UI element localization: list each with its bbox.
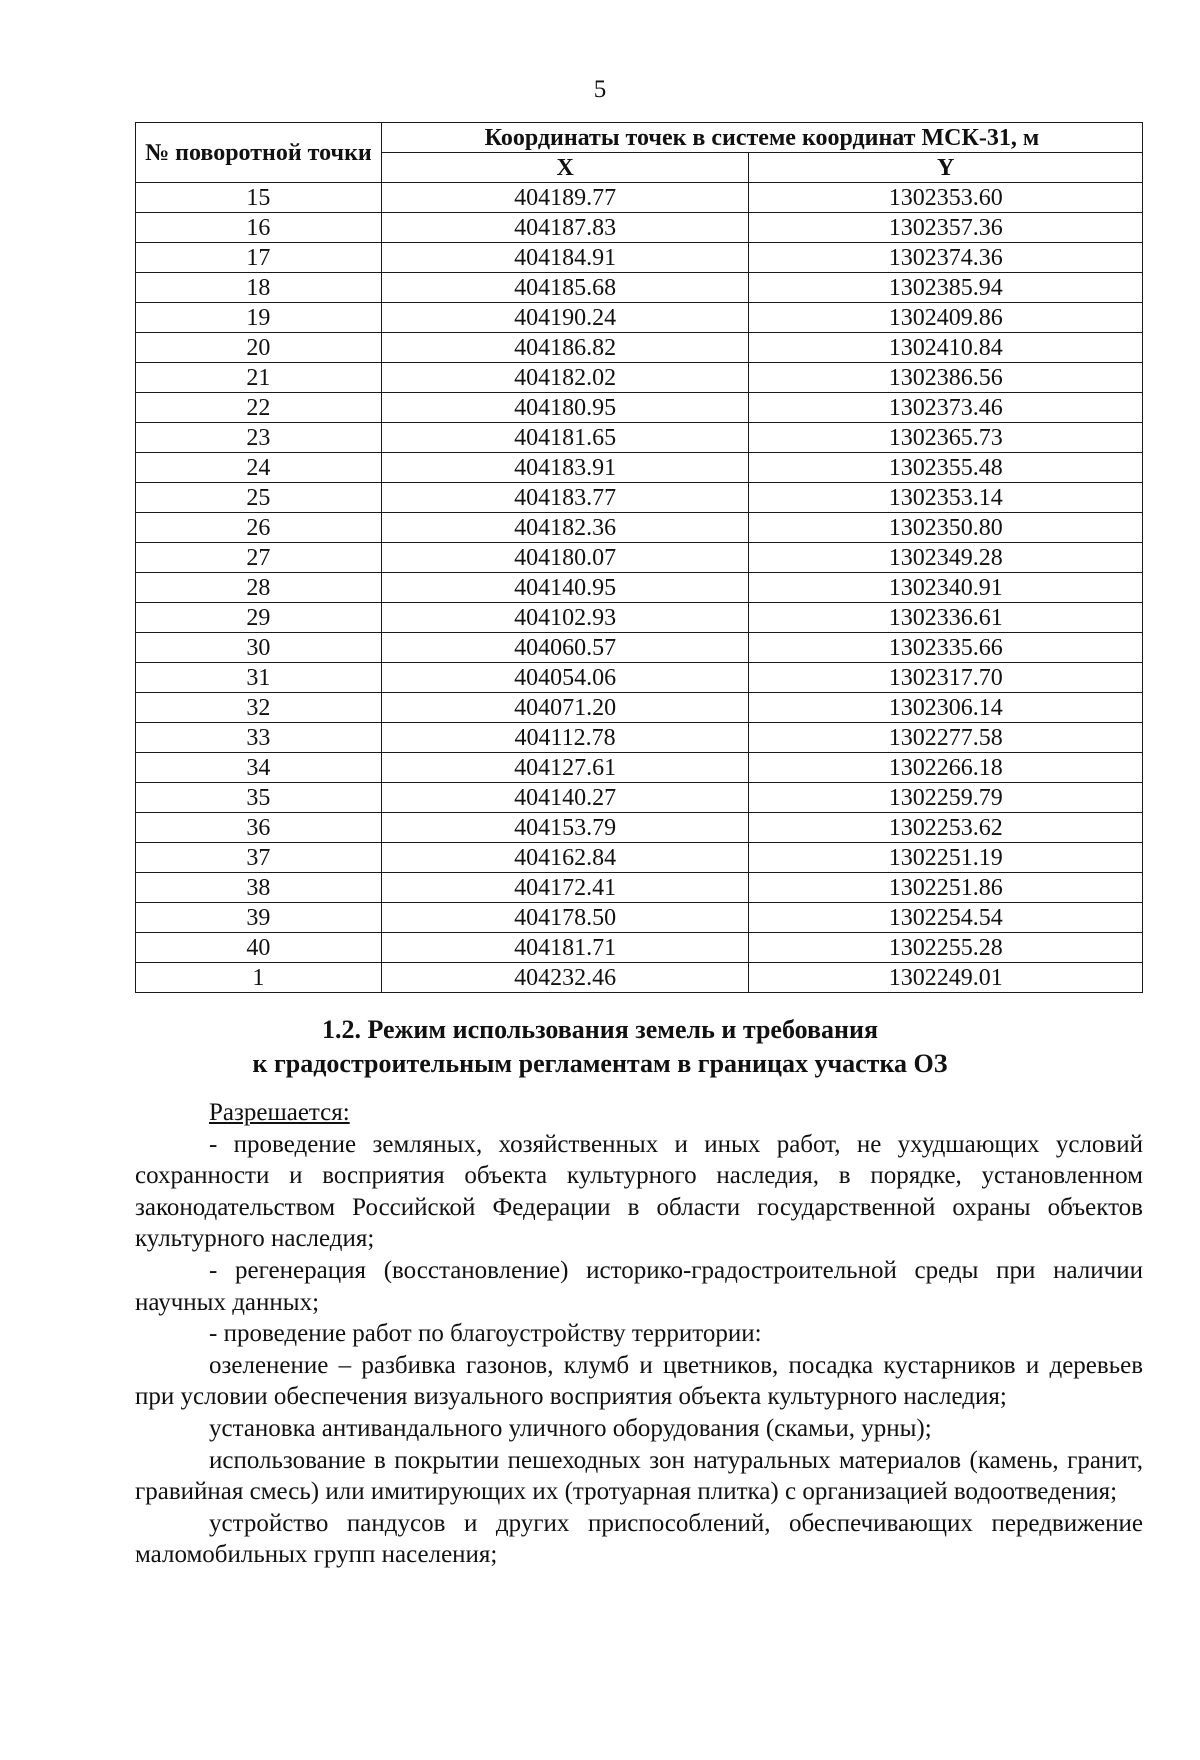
point-number-cell: 31 <box>136 663 382 693</box>
x-coordinate-cell: 404112.78 <box>381 723 749 753</box>
x-coordinate-cell: 404140.27 <box>381 783 749 813</box>
y-coordinate-cell: 1302306.14 <box>749 693 1143 723</box>
x-coordinate-cell: 404140.95 <box>381 573 749 603</box>
point-number-cell: 37 <box>136 843 382 873</box>
paragraph: установка антивандального уличного оборудования (скамьи, урны); <box>209 1414 932 1442</box>
table-row <box>136 753 1143 783</box>
point-number-cell: 22 <box>136 393 382 423</box>
x-coordinate-cell: 404060.57 <box>381 633 749 663</box>
x-coordinate-cell: 404187.83 <box>381 213 749 243</box>
y-coordinate-cell: 1302355.48 <box>749 453 1143 483</box>
table-row <box>136 783 1143 813</box>
y-coordinate-cell: 1302350.80 <box>749 513 1143 543</box>
table-row <box>136 693 1143 723</box>
x-coordinate-cell: 404183.91 <box>381 453 749 483</box>
y-coordinate-cell: 1302317.70 <box>749 663 1143 693</box>
table-row <box>136 273 1143 303</box>
paragraph: - проведение работ по благоустройству территории: <box>209 1320 762 1348</box>
y-coordinate-cell: 1302266.18 <box>749 753 1143 783</box>
point-number-cell: 16 <box>136 213 382 243</box>
x-coordinate-cell: 404185.68 <box>381 273 749 303</box>
x-coordinate-cell: 404182.36 <box>381 513 749 543</box>
x-coordinate-cell: 404071.20 <box>381 693 749 723</box>
table-row <box>136 963 1143 993</box>
page-number: 5 <box>593 76 607 103</box>
table-row <box>136 573 1143 603</box>
header-x: X <box>381 153 749 183</box>
point-number-cell: 1 <box>136 963 382 993</box>
point-number-cell: 26 <box>136 513 382 543</box>
point-number-cell: 38 <box>136 873 382 903</box>
x-coordinate-cell: 404186.82 <box>381 333 749 363</box>
x-coordinate-cell: 404153.79 <box>381 813 749 843</box>
table-row <box>136 873 1143 903</box>
y-coordinate-cell: 1302374.36 <box>749 243 1143 273</box>
header-coordinates: Координаты точек в системе координат МСК-31, м <box>381 123 1142 153</box>
x-coordinate-cell: 404181.65 <box>381 423 749 453</box>
table-row <box>136 393 1143 423</box>
point-number-cell: 35 <box>136 783 382 813</box>
table-row <box>136 303 1143 333</box>
table-row <box>136 903 1143 933</box>
table-row <box>136 813 1143 843</box>
table-row <box>136 543 1143 573</box>
point-number-cell: 20 <box>136 333 382 363</box>
point-number-cell: 21 <box>136 363 382 393</box>
x-coordinate-cell: 404180.95 <box>381 393 749 423</box>
table-row <box>136 933 1143 963</box>
allowed-heading: Разрешается: <box>209 1099 350 1126</box>
x-coordinate-cell: 404102.93 <box>381 603 749 633</box>
table-row <box>136 513 1143 543</box>
y-coordinate-cell: 1302410.84 <box>749 333 1143 363</box>
table-header-row <box>136 123 1143 153</box>
y-coordinate-cell: 1302365.73 <box>749 423 1143 453</box>
y-coordinate-cell: 1302385.94 <box>749 273 1143 303</box>
x-coordinate-cell: 404184.91 <box>381 243 749 273</box>
point-number-cell: 17 <box>136 243 382 273</box>
y-coordinate-cell: 1302340.91 <box>749 573 1143 603</box>
point-number-cell: 25 <box>136 483 382 513</box>
body-text <box>135 1097 1143 1571</box>
paragraph: озеленение – разбивка газонов, клумб и цветников, посадка кустарников и деревьев при условии обеспечения визуального восприятия объекта культурного наследия; <box>135 1351 1143 1411</box>
paragraph: - регенерация (восстановление) историко-градостроительной среды при наличии научных данных; <box>135 1256 1143 1316</box>
table-body <box>136 183 1143 993</box>
table-row <box>136 663 1143 693</box>
point-number-cell: 29 <box>136 603 382 633</box>
y-coordinate-cell: 1302335.66 <box>749 633 1143 663</box>
y-coordinate-cell: 1302353.60 <box>749 183 1143 213</box>
section-title-line2: к градостроительным регламентам в границах участка ОЗ <box>252 1049 948 1078</box>
point-number-cell: 34 <box>136 753 382 783</box>
table-row <box>136 843 1143 873</box>
header-y: Y <box>749 153 1143 183</box>
y-coordinate-cell: 1302251.19 <box>749 843 1143 873</box>
point-number-cell: 18 <box>136 273 382 303</box>
point-number-cell: 27 <box>136 543 382 573</box>
paragraph: устройство пандусов и других приспособлений, обеспечивающих передвижение маломобильных групп населения; <box>135 1509 1143 1569</box>
table-row <box>136 423 1143 453</box>
table-row <box>136 603 1143 633</box>
point-number-cell: 36 <box>136 813 382 843</box>
y-coordinate-cell: 1302349.28 <box>749 543 1143 573</box>
table-row <box>136 483 1143 513</box>
y-coordinate-cell: 1302373.46 <box>749 393 1143 423</box>
x-coordinate-cell: 404162.84 <box>381 843 749 873</box>
point-number-cell: 23 <box>136 423 382 453</box>
y-coordinate-cell: 1302409.86 <box>749 303 1143 333</box>
x-coordinate-cell: 404181.71 <box>381 933 749 963</box>
point-number-cell: 40 <box>136 933 382 963</box>
table-row <box>136 723 1143 753</box>
table-row <box>136 243 1143 273</box>
point-number-cell: 24 <box>136 453 382 483</box>
y-coordinate-cell: 1302259.79 <box>749 783 1143 813</box>
section-title-line1: 1.2. Режим использования земель и требования <box>321 1015 879 1044</box>
x-coordinate-cell: 404189.77 <box>381 183 749 213</box>
y-coordinate-cell: 1302255.28 <box>749 933 1143 963</box>
point-number-cell: 33 <box>136 723 382 753</box>
x-coordinate-cell: 404127.61 <box>381 753 749 783</box>
x-coordinate-cell: 404178.50 <box>381 903 749 933</box>
coordinates-table <box>135 122 1143 993</box>
section-title <box>0 1013 1200 1081</box>
x-coordinate-cell: 404183.77 <box>381 483 749 513</box>
y-coordinate-cell: 1302249.01 <box>749 963 1143 993</box>
table-row <box>136 213 1143 243</box>
x-coordinate-cell: 404180.07 <box>381 543 749 573</box>
y-coordinate-cell: 1302386.56 <box>749 363 1143 393</box>
x-coordinate-cell: 404172.41 <box>381 873 749 903</box>
y-coordinate-cell: 1302357.36 <box>749 213 1143 243</box>
point-number-cell: 30 <box>136 633 382 663</box>
x-coordinate-cell: 404190.24 <box>381 303 749 333</box>
table-row <box>136 363 1143 393</box>
point-number-cell: 19 <box>136 303 382 333</box>
y-coordinate-cell: 1302253.62 <box>749 813 1143 843</box>
header-point-number: № поворотной точки <box>136 123 382 183</box>
paragraph: использование в покрытии пешеходных зон натуральных материалов (камень, гранит, гравийная смесь) или имитирующих их (тротуарная плитка) с организацией водоотведения; <box>135 1446 1143 1506</box>
y-coordinate-cell: 1302277.58 <box>749 723 1143 753</box>
x-coordinate-cell: 404182.02 <box>381 363 749 393</box>
table-row <box>136 333 1143 363</box>
y-coordinate-cell: 1302251.86 <box>749 873 1143 903</box>
point-number-cell: 15 <box>136 183 382 213</box>
point-number-cell: 32 <box>136 693 382 723</box>
y-coordinate-cell: 1302336.61 <box>749 603 1143 633</box>
x-coordinate-cell: 404054.06 <box>381 663 749 693</box>
point-number-cell: 39 <box>136 903 382 933</box>
y-coordinate-cell: 1302254.54 <box>749 903 1143 933</box>
point-number-cell: 28 <box>136 573 382 603</box>
y-coordinate-cell: 1302353.14 <box>749 483 1143 513</box>
paragraph: - проведение земляных, хозяйственных и иных работ, не ухудшающих условий сохранности и восприятия объекта культурного наследия, в порядке, установленном законодательством Российской Федерации в области государственной охраны объектов культурного наследия; <box>135 1130 1143 1253</box>
x-coordinate-cell: 404232.46 <box>381 963 749 993</box>
table-row <box>136 183 1143 213</box>
table-row <box>136 633 1143 663</box>
table-row <box>136 453 1143 483</box>
